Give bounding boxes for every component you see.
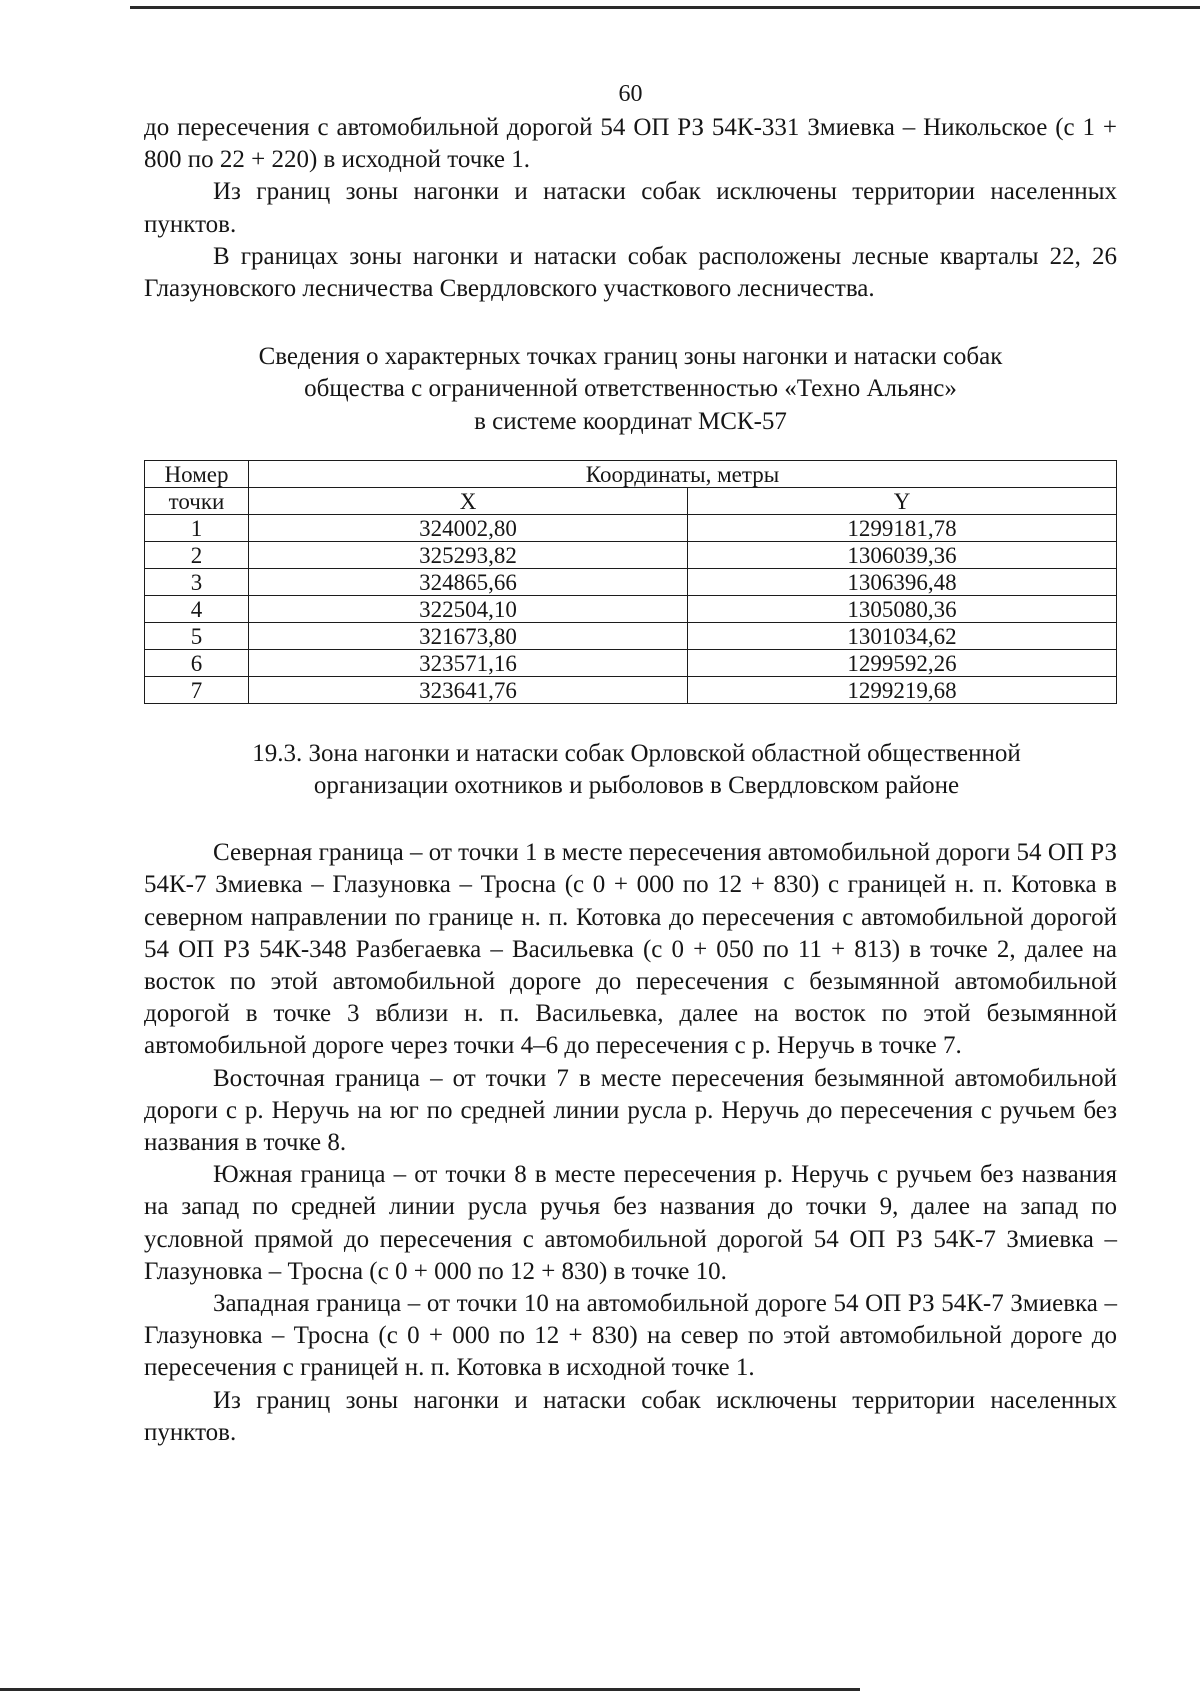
western-boundary-paragraph: Западная граница – от точки 10 на автомобильной дороге 54 ОП РЗ 54К-7 Змиевка – Глазуновка – Тросна (с 0 + 000 по 12 + 830) на север по этой автомобильной дороге до пересечения с границей н. п. Котовка в исходной точке 1.: [144, 1290, 1117, 1382]
intro-paragraph-exclusions: Из границ зоны нагонки и натаски собак исключены территории населенных пунктов.: [144, 178, 1117, 238]
x-value: 321673,80: [249, 622, 688, 649]
header-point-number-cont: точки: [145, 487, 249, 514]
section-title: [144, 738, 1117, 802]
southern-boundary-paragraph: Южная граница – от точки 8 в месте пересечения р. Неручь с ручьем без названия на запад по средней линии русла ручья без названия до точки 9, далее на запад по условной прямой до пересечения с автомобильной дорогой 54 ОП РЗ 54К-7 Змиевка – Глазуновка – Тросна (с 0 + 000 по 12 + 830) в точке 10.: [144, 1161, 1117, 1285]
table-row: [145, 541, 1117, 568]
table-header-row: [145, 487, 1117, 514]
table-caption: [144, 341, 1117, 438]
point-number: 5: [145, 622, 249, 649]
header-coordinates: Координаты, метры: [249, 460, 1117, 487]
table-caption-line: в системе координат МСК-57: [474, 407, 787, 435]
y-value: 1299219,68: [688, 676, 1117, 703]
y-value: 1301034,62: [688, 622, 1117, 649]
header-y: Y: [688, 487, 1117, 514]
x-value: 322504,10: [249, 595, 688, 622]
section-title-line: 19.3. Зона нагонки и натаски собак Орловской областной общественной: [252, 739, 1021, 767]
point-number: 4: [145, 595, 249, 622]
table-row: [145, 649, 1117, 676]
point-number: 2: [145, 541, 249, 568]
y-value: 1306039,36: [688, 541, 1117, 568]
table-row: [145, 568, 1117, 595]
table-row: [145, 622, 1117, 649]
y-value: 1299592,26: [688, 649, 1117, 676]
section-title-line: организации охотников и рыболовов в Свердловском районе: [313, 772, 960, 800]
page-number: 60: [618, 81, 643, 107]
y-value: 1306396,48: [688, 568, 1117, 595]
document-page: [144, 78, 1117, 1449]
coordinates-table: [144, 460, 1117, 704]
y-value: 1299181,78: [688, 514, 1117, 541]
table-caption-line: общества с ограниченной ответственностью «Техно Альянс»: [304, 375, 957, 403]
intro-paragraph-continuation: до пересечения с автомобильной дорогой 54 ОП РЗ 54К-331 Змиевка – Никольское (с 1 + 800 по 22 + 220) в исходной точке 1.: [144, 114, 1117, 174]
x-value: 323571,16: [249, 649, 688, 676]
x-value: 323641,76: [249, 676, 688, 703]
table-row: [145, 595, 1117, 622]
header-point-number: Номер: [145, 460, 249, 487]
table-row: [145, 676, 1117, 703]
table-row: [145, 514, 1117, 541]
eastern-boundary-paragraph: Восточная граница – от точки 7 в месте пересечения безымянной автомобильной дороги с р. Неручь на юг по средней линии русла р. Неручь до пересечения с ручьем без названия в точке 8.: [144, 1064, 1117, 1157]
x-value: 324865,66: [249, 568, 688, 595]
bottom-scan-border: [0, 1688, 860, 1691]
intro-section: [144, 112, 1117, 305]
point-number: 1: [145, 514, 249, 541]
point-number: 6: [145, 649, 249, 676]
point-number: 7: [145, 676, 249, 703]
table-header-row: [145, 460, 1117, 487]
x-value: 324002,80: [249, 514, 688, 541]
northern-boundary-paragraph: Северная граница – от точки 1 в месте пересечения автомобильной дороги 54 ОП РЗ 54К-7 Змиевка – Глазуновка – Тросна (с 0 + 000 по 12 + 830) с границей н. п. Котовка в северном направлении по границе н. п. Котовка до пересечения с автомобильной дорогой 54 ОП РЗ 54К-348 Разбегаевка – Васильевка (с 0 + 050 по 11 + 813) в точке 2, далее на восток по этой автомобильной дороге до пересечения с безымянной автомобильной дорогой в точке 3 вблизи н. п. Васильевка, далее на восток по этой безымянной автомобильной дороге через точки 4–6 до пересечения с р. Неручь в точке 7.: [144, 839, 1117, 1060]
boundary-description: [144, 837, 1117, 1449]
top-scan-border: [130, 6, 1200, 9]
point-number: 3: [145, 568, 249, 595]
header-x: X: [249, 487, 688, 514]
exclusions-paragraph: Из границ зоны нагонки и натаски собак исключены территории населенных пунктов.: [144, 1386, 1117, 1446]
intro-paragraph-forest-quarters: В границах зоны нагонки и натаски собак расположены лесные кварталы 22, 26 Глазуновского лесничества Свердловского участкового лесничества.: [144, 242, 1117, 303]
x-value: 325293,82: [249, 541, 688, 568]
y-value: 1305080,36: [688, 595, 1117, 622]
table-caption-line: Сведения о характерных точках границ зоны нагонки и натаски собак: [258, 343, 1003, 371]
